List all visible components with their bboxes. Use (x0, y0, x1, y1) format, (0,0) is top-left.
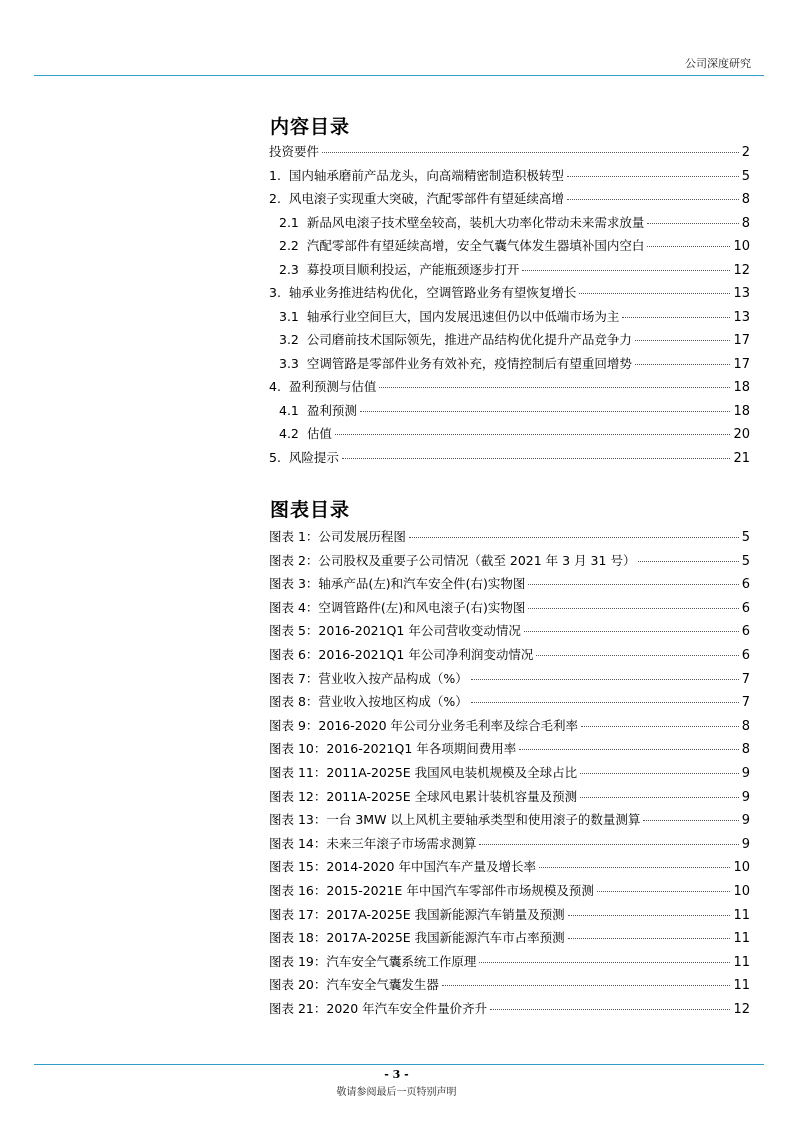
toc-entry[interactable] (269, 598, 750, 622)
toc-entry[interactable] (269, 952, 750, 976)
dot-leader (379, 387, 730, 388)
toc-entry-page: 6 (741, 600, 750, 616)
dot-leader (647, 246, 730, 247)
toc-entry-number: 4.1 (279, 402, 307, 418)
figures-title: 图表目录 (270, 499, 351, 521)
dot-leader (471, 702, 739, 703)
dot-leader (580, 797, 739, 798)
dot-leader (539, 867, 730, 868)
toc-entry-page: 9 (741, 789, 750, 805)
dot-leader (519, 749, 738, 750)
toc-entry-page: 10 (733, 883, 750, 899)
toc-entry-page: 17 (733, 356, 750, 372)
toc-entry-number: 2.2 (279, 238, 307, 253)
dot-leader (580, 773, 739, 774)
toc-entry-number: 2.3 (279, 261, 307, 277)
toc-entry-page: 12 (733, 1001, 750, 1017)
toc-entry[interactable] (269, 692, 750, 716)
toc-entry-page: 8 (741, 742, 750, 758)
toc-entry-label: 盈利预测与估值 (288, 379, 377, 394)
toc-entry[interactable] (269, 142, 750, 166)
dot-leader (643, 820, 738, 821)
dot-leader (479, 962, 730, 963)
toc-entry[interactable] (269, 551, 750, 575)
toc-entry-label: 图表 8：营业收入按地区构成（%） (269, 694, 468, 710)
dot-leader (409, 537, 739, 538)
toc-entry[interactable] (269, 787, 750, 811)
toc-entry-label: 图表 2：公司股权及重要子公司情况（截至 2021 年 3 月 31 号） (269, 552, 636, 568)
toc-entry-page: 17 (733, 333, 750, 348)
figures-list (269, 527, 750, 1022)
toc-entry-number: 3.1 (279, 308, 307, 324)
dot-leader (568, 915, 731, 916)
dot-leader (479, 844, 738, 845)
dot-leader (335, 434, 731, 435)
toc-entry-page: 8 (741, 215, 750, 231)
dot-leader (581, 726, 739, 727)
toc-entry[interactable] (269, 999, 750, 1023)
dot-leader (567, 176, 739, 177)
dot-leader (524, 631, 739, 632)
dot-leader (638, 561, 738, 562)
dot-leader (528, 584, 738, 585)
toc-entry-label: 图表 19：汽车安全气囊系统工作原理 (269, 953, 477, 969)
toc-entry-label: 新品风电滚子技术壁垒较高，装机大功率化带动未来需求放量 (306, 214, 645, 230)
toc-entry[interactable] (269, 857, 750, 881)
toc-entry[interactable] (269, 166, 750, 190)
toc-entry-label: 募投项目顺利投运，产能瓶颈逐步打开 (306, 261, 520, 277)
toc-entry-label: 图表 4：空调管路件(左)和风电滚子(右)实物图 (269, 599, 526, 615)
toc-entry[interactable] (269, 645, 750, 669)
toc-entry-page: 8 (741, 192, 750, 207)
toc-entry-number: 2.1 (279, 214, 307, 230)
toc-entry-page: 7 (741, 695, 750, 711)
dot-leader (567, 199, 739, 200)
dot-leader (528, 608, 738, 609)
toc-entry-number: 5. (269, 449, 289, 465)
toc-entry-label: 汽配零部件有望延续高增，安全气囊气体发生器填补国内空白 (306, 238, 645, 253)
toc-entry-label: 空调管路是零部件业务有效补充，疫情控制后有望重回增势 (306, 355, 632, 371)
toc-entry-label: 风险提示 (288, 449, 339, 465)
toc-entry-page: 20 (733, 427, 750, 442)
dot-leader (490, 1009, 730, 1010)
toc-entry-page: 9 (741, 813, 750, 829)
toc-entry-label: 图表 3：轴承产品(左)和汽车安全件(右)实物图 (269, 576, 526, 592)
toc-entry[interactable] (269, 213, 750, 237)
dot-leader (360, 411, 731, 412)
toc-entry-label: 估值 (306, 426, 332, 441)
toc-entry-page: 11 (733, 907, 750, 923)
toc-entry-page: 6 (741, 624, 750, 640)
toc-entry[interactable] (269, 189, 750, 213)
toc-entry-label: 图表 13：一台 3MW 以上风机主要轴承类型和使用滚子的数量测算 (269, 812, 641, 828)
toc-entry-page: 5 (741, 168, 750, 184)
toc-entry-label: 盈利预测 (306, 402, 357, 418)
dot-leader (536, 655, 738, 656)
toc-entry-page: 11 (733, 931, 750, 947)
dot-leader (622, 317, 730, 318)
toc-entry-page: 10 (733, 239, 750, 254)
toc-entry-page: 2 (741, 145, 750, 160)
toc-entry-label: 图表 17：2017A-2025E 我国新能源汽车销量及预测 (269, 906, 565, 922)
toc-entry-label: 公司磨前技术国际领先，推进产品结构优化提升产品竞争力 (306, 332, 632, 347)
toc-entry-number: 1. (269, 167, 289, 183)
toc-entry-page: 10 (733, 860, 750, 876)
toc-entry[interactable] (269, 834, 750, 858)
toc-entry-label: 投资要件 (269, 144, 320, 159)
toc-entry-label: 图表 16：2015-2021E 年中国汽车零部件市场规模及预测 (269, 882, 594, 898)
toc-entry-page: 13 (733, 309, 750, 325)
toc-entry-page: 6 (741, 577, 750, 593)
toc-entry[interactable] (269, 739, 750, 763)
toc-entry-page: 21 (733, 450, 750, 466)
dot-leader (322, 152, 739, 153)
toc-entry-page: 9 (741, 765, 750, 781)
dot-leader (635, 364, 731, 365)
toc-entry-page: 9 (741, 836, 750, 852)
footer-divider (34, 1064, 764, 1065)
toc-entry[interactable] (269, 330, 750, 354)
toc-entry[interactable] (269, 527, 750, 551)
toc-entry-label: 图表 1：公司发展历程图 (269, 529, 406, 544)
dot-leader (597, 891, 731, 892)
toc-entry-label: 图表 20：汽车安全气囊发生器 (269, 977, 439, 993)
toc-entry-number: 2. (269, 191, 289, 206)
toc-entry[interactable] (269, 424, 750, 448)
toc-entry-label: 图表 6：2016-2021Q1 年公司净利润变动情况 (269, 646, 534, 662)
toc-entry-page: 11 (733, 954, 750, 970)
toc-entry-label: 图表 21：2020 年汽车安全件量价齐升 (269, 1000, 488, 1016)
toc-entry-number: 3.2 (279, 332, 307, 347)
toc-entry-label: 图表 14：未来三年滚子市场需求测算 (269, 835, 477, 851)
toc-entry[interactable] (269, 716, 750, 740)
toc-entry[interactable] (269, 763, 750, 787)
contents-list (269, 142, 750, 471)
toc-entry-label: 图表 18：2017A-2025E 我国新能源汽车市占率预测 (269, 930, 565, 946)
toc-entry-page: 13 (733, 286, 750, 301)
toc-entry[interactable] (269, 621, 750, 645)
dot-leader (522, 270, 730, 271)
dot-leader (635, 340, 731, 341)
toc-entry-page: 18 (733, 380, 750, 395)
toc-entry[interactable] (269, 810, 750, 834)
toc-entry-label: 图表 5：2016-2021Q1 年公司营收变动情况 (269, 623, 521, 639)
toc-entry-page: 12 (733, 262, 750, 278)
toc-entry-label: 图表 10：2016-2021Q1 年各项期间费用率 (269, 741, 517, 757)
toc-entry[interactable] (269, 574, 750, 598)
page-number: - 3 - (384, 1068, 409, 1081)
toc-entry-page: 5 (741, 553, 750, 569)
toc-entry-label: 风电滚子实现重大突破，汽配零部件有望延续高增 (288, 191, 564, 206)
dot-leader (342, 458, 731, 459)
toc-entry[interactable] (269, 448, 750, 472)
toc-entry-page: 5 (741, 530, 750, 545)
toc-entry-number: 4.2 (279, 426, 307, 441)
toc-entry-label: 图表 7：营业收入按产品构成（%） (269, 670, 468, 686)
toc-entry-label: 图表 15：2014-2020 年中国汽车产量及增长率 (269, 859, 536, 875)
toc-entry-label: 图表 11：2011A-2025E 我国风电装机规模及全球占比 (269, 764, 578, 780)
dot-leader (471, 679, 739, 680)
header-divider (34, 75, 764, 76)
toc-entry[interactable] (269, 307, 750, 331)
toc-entry[interactable] (269, 669, 750, 693)
toc-entry-label: 图表 12：2011A-2025E 全球风电累计装机容量及预测 (269, 788, 578, 804)
footer-disclaimer: 敬请参阅最后一页特别声明 (336, 1087, 457, 1098)
toc-entry-page: 18 (733, 403, 750, 419)
toc-entry[interactable] (269, 377, 750, 401)
toc-entry-label: 国内轴承磨前产品龙头，向高端精密制造积极转型 (288, 167, 564, 183)
toc-entry-label: 轴承行业空间巨大，国内发展迅速但仍以中低端市场为主 (306, 308, 620, 324)
contents-title: 内容目录 (270, 116, 351, 138)
toc-entry-label: 轴承业务推进结构优化，空调管路业务有望恢复增长 (288, 285, 577, 300)
toc-entry[interactable] (269, 260, 750, 284)
toc-entry-page: 8 (741, 718, 750, 734)
toc-entry[interactable] (269, 283, 750, 307)
dot-leader (568, 938, 731, 939)
toc-entry-number: 3. (269, 285, 289, 300)
toc-entry[interactable] (269, 354, 750, 378)
header-title: 公司深度研究 (685, 57, 751, 70)
toc-entry[interactable] (269, 881, 750, 905)
toc-entry-number: 3.3 (279, 355, 307, 371)
dot-leader (647, 223, 738, 224)
toc-entry-label: 图表 9：2016-2020 年公司分业务毛利率及综合毛利率 (269, 717, 579, 733)
toc-entry[interactable] (269, 401, 750, 425)
toc-entry-page: 6 (741, 647, 750, 663)
toc-entry-page: 11 (733, 978, 750, 994)
toc-entry[interactable] (269, 928, 750, 952)
dot-leader (442, 985, 731, 986)
dot-leader (579, 293, 730, 294)
toc-entry[interactable] (269, 905, 750, 929)
toc-entry[interactable] (269, 975, 750, 999)
toc-entry-page: 7 (741, 671, 750, 687)
toc-entry-number: 4. (269, 379, 289, 394)
toc-entry[interactable] (269, 236, 750, 260)
